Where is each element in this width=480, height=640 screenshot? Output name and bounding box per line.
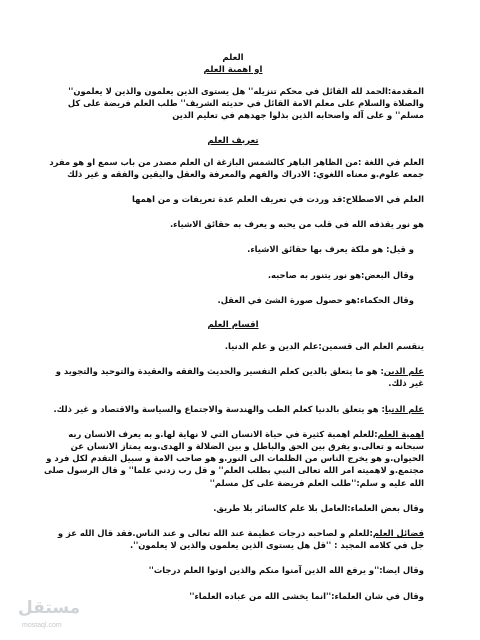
definition-heading: تعريف العلم [207,135,259,146]
definition-item-2: و قيل: هو ملكة يعرف بها حقائق الاشياء. [247,244,414,255]
religion-term: علم الدين [383,366,424,377]
verse-quote-1: وقال ايضا:''و يرفع الله الذين آمنوا منكم والذين اوتوا العلم درجات'' [148,565,424,576]
document-title: العلم [222,53,244,63]
definition-item-4: وقال الحكماء:هو حصول صورة الشئ في العقل. [217,294,414,305]
world-text: : هو يتعلق بالدنيا كعلم الطب والهندسة والاجتماع والسياسة والاقتصاد و غير ذلك. [53,403,385,414]
definition-item-3: وقال البعض:هو نور يتنور به صاحبه. [267,269,414,280]
world-knowledge-paragraph [42,403,424,415]
definition-language-paragraph: العلم في اللغة :من الظاهر الباهر كالشمس البازغة ان العلم مصدر من باب سمع او هو مفرد جمعه علوم.و معناه اللغوي: الادراك والفهم والمعرفة والعقل واليقين والفقه و غير ذلك [49,156,424,179]
world-term: علم الدنيا [384,403,424,414]
religion-knowledge-paragraph [42,365,424,389]
definition-item-1: هو نور يقذفه الله في قلب من يحبه و يعرف به حقائق الاشياء. [170,219,424,230]
sections-intro: ينقسم العلم الى قسمين:علم الدين و علم الدنيا. [224,341,424,352]
watermark-arabic: مستقل [18,598,81,618]
virtues-paragraph [42,527,424,551]
sections-heading: اقسام العلم [207,320,259,331]
document-subtitle: او اهمية العلم [203,65,263,75]
definition-term-paragraph: العلم في الاصطلاح:قد وردت في تعريف العلم عدة تعريفات و من اهمها [131,194,424,205]
importance-text: :للعلم اهمية كثيرة في حياة الانسان التي لا نهاية لها.و به يعرف الانسان ربه سبحانه و تعالى.و يفرق بين الحق والباطل و بين الضلالة و الهدى.وبه يمتاز الانسان عن الحيوان.و هو يخرج الناس من الظلمات الى النور.و هو صاحب الامة و سبيل التقدم لكل فرد و مجتمع.و لاهميته امر الله تعالى النبي بطلب العلم'' و قل رب زدني علما'' و قال الرسول صلى الله عليه و سلم:''طلب العلم فريضة على كل مسلم'' [43,428,424,488]
religion-text: : هو ما يتعلق بالدين كعلم التفسير والحديث والفقه والعقيدة والتوحيد والتجويد و غير ذلك. [55,366,424,389]
scholars-quote: وقال بعض العلماء:العامل بلا علم كالسائر بلا طريق. [213,502,424,513]
virtues-term: فضائل العلم [372,528,424,539]
importance-term: اهمية العلم [377,428,424,439]
mostaql-watermark [8,598,81,634]
intro-paragraph: المقدمة:الحمد لله القائل في محكم تنزيله'' هل يستوى الذين يعلمون والذين لا يعلمون'' والصلاة والسلام على معلم الامة القائل في حديثه الشريف'' طلب العلم فريضة على كل مسلم'' و على آله واصحابه الذين بذلوا جهدهم في تعليم الدين [67,86,424,121]
importance-paragraph [42,428,424,489]
verse-quote-2: وقال في شان العلماء:''انما يخشى الله من عباده العلماء'' [189,590,424,601]
virtues-text: :للعلم و لصاحبه درجات عظيمة عند الله تعالى و عند الناس.فقد قال الله عز و جل في كلامه المجيد : ''قل هل يستوى الذين يعلمون والذين لا يعلمون''. [57,528,424,551]
watermark-latin: mostaql.com [22,622,62,629]
